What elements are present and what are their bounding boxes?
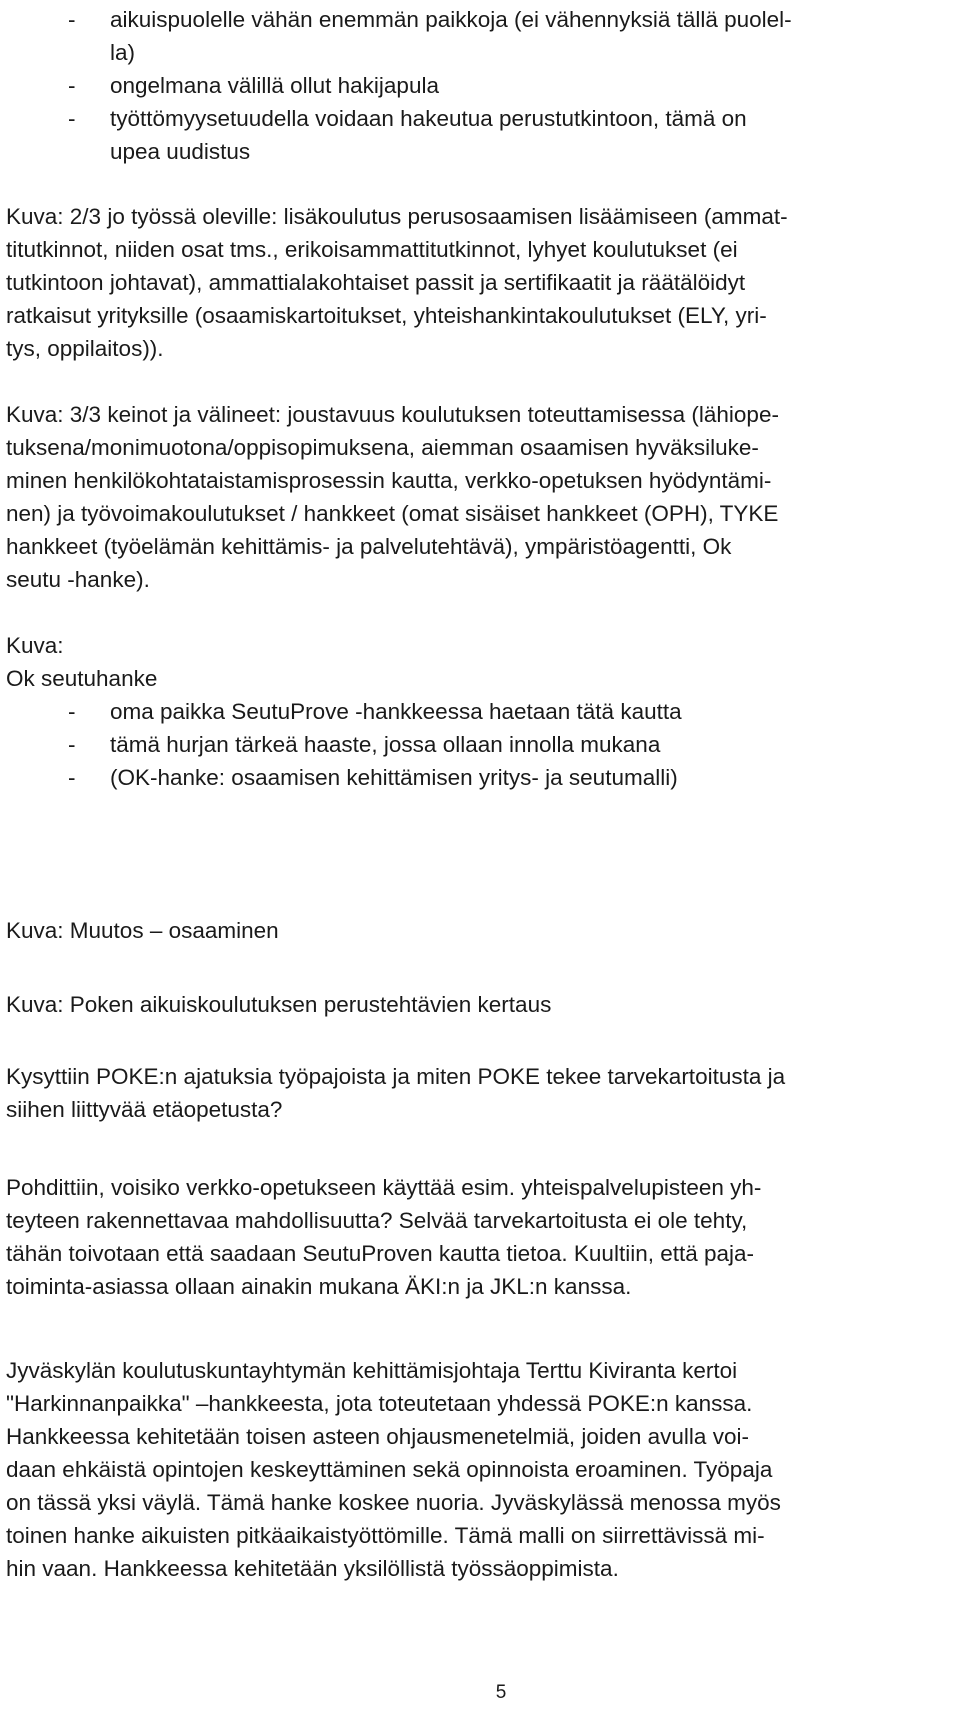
ok-seutuhanke-section (6, 629, 954, 794)
paragraph-line: Kysyttiin POKE:n ajatuksia työpajoista ja miten POKE tekee tarvekartoitusta ja (6, 1064, 786, 1089)
paragraph-line: minen henkilökohtataistamisprosessin kautta, verkko-opetuksen hyödyntämi- (6, 468, 772, 493)
paragraph-line: Jyväskylän koulutuskuntayhtymän kehittämisjohtaja Terttu Kiviranta kertoi (6, 1358, 738, 1383)
paragraph-line: Kuva: Poken aikuiskoulutuksen perustehtävien kertaus (6, 992, 552, 1017)
paragraph-kuva-3-3 (6, 398, 954, 596)
paragraph-line: tähän toivotaan että saadaan SeutuProven kautta tietoa. Kuultiin, että paja- (6, 1241, 755, 1266)
paragraph-line: Kuva: 2/3 jo työssä oleville: lisäkoulutus perusosaamisen lisäämiseen (ammat- (6, 204, 788, 229)
list-item-text: oma paikka SeutuProve -hankkeessa haetaan tätä kautta (110, 699, 682, 724)
paragraph-line: seutu -hanke). (6, 567, 150, 592)
paragraph-line: Kuva: Muutos – osaaminen (6, 918, 279, 943)
paragraph-jyvaskyla (6, 1354, 954, 1585)
list-item-text: upea uudistus (110, 139, 251, 164)
paragraph-line: nen) ja työvoimakoulutukset / hankkeet (omat sisäiset hankkeet (OPH), TYKE (6, 501, 779, 526)
paragraph-pohdittiin (6, 1171, 954, 1303)
paragraph-line: on tässä yksi väylä. Tämä hanke koskee nuoria. Jyväskylässä menossa myös (6, 1490, 781, 1515)
paragraph-line: Pohdittiin, voisiko verkko-opetukseen käyttää esim. yhteispalvelupisteen yh- (6, 1175, 762, 1200)
paragraph-line: Kuva: 3/3 keinot ja välineet: joustavuus koulutuksen toteuttamisessa (lähiope- (6, 402, 779, 427)
list-item (6, 3, 954, 36)
paragraph-line: titutkinnot, niiden osat tms., erikoisammattitutkinnot, lyhyet koulutukset (ei (6, 237, 738, 262)
list-item-text: työttömyysetuudella voidaan hakeutua perustutkintoon, tämä on (110, 106, 747, 131)
bullet-dash: - (68, 73, 76, 98)
bullet-dash: - (68, 7, 76, 32)
paragraph-line: toinen hanke aikuisten pitkäaikaistyöttömille. Tämä malli on siirrettävissä mi- (6, 1523, 765, 1548)
list-item (6, 69, 954, 102)
bullet-dash: - (68, 765, 76, 790)
paragraph-line: teyteen rakennettavaa mahdollisuutta? Selvää tarvekartoitusta ei ole tehty, (6, 1208, 748, 1233)
paragraph-line: ratkaisut yrityksille (osaamiskartoitukset, yhteishankintakoulutukset (ELY, yri- (6, 303, 767, 328)
bullet-dash: - (68, 732, 76, 757)
paragraph-line: daan ehkäistä opintojen keskeyttäminen sekä opinnoista eroaminen. Työpaja (6, 1457, 773, 1482)
kuva-poken (6, 988, 954, 1021)
top-bullet-list (6, 3, 954, 168)
paragraph-line: "Harkinnanpaikka" –hankkeesta, jota toteutetaan yhdessä POKE:n kanssa. (6, 1391, 753, 1416)
page-number: 5 (495, 1682, 507, 1703)
list-item (6, 695, 954, 728)
paragraph-line: siihen liittyvää etäopetusta? (6, 1097, 283, 1122)
kuva-muutos (6, 914, 954, 947)
paragraph-line: tys, oppilaitos)). (6, 336, 164, 361)
kuva-label: Kuva: (6, 633, 64, 658)
list-item-text: ongelmana välillä ollut hakijapula (110, 73, 439, 98)
paragraph-line: tutkintoon johtavat), ammattialakohtaiset passit ja sertifikaatit ja räätälöidyt (6, 270, 746, 295)
paragraph-kuva-2-3 (6, 200, 954, 365)
list-item-continuation (6, 135, 954, 168)
paragraph-line: toiminta-asiassa ollaan ainakin mukana ÄKI:n ja JKL:n kanssa. (6, 1274, 632, 1299)
paragraph-line: hin vaan. Hankkeessa kehitetään yksilöllistä työssäoppimista. (6, 1556, 619, 1581)
paragraph-line: hankkeet (työelämän kehittämis- ja palvelutehtävä), ympäristöagentti, Ok (6, 534, 732, 559)
list-item-text: la) (110, 40, 136, 65)
list-item-text: tämä hurjan tärkeä haaste, jossa ollaan innolla mukana (110, 732, 661, 757)
section-heading: Ok seutuhanke (6, 666, 158, 691)
paragraph-kysyttiin (6, 1060, 954, 1126)
list-item (6, 761, 954, 794)
list-item-continuation (6, 36, 954, 69)
list-item-text: (OK-hanke: osaamisen kehittämisen yritys- ja seutumalli) (110, 765, 678, 790)
list-item (6, 102, 954, 135)
paragraph-line: tuksena/monimuotona/oppisopimuksena, aiemman osaamisen hyväksiluke- (6, 435, 759, 460)
bullet-dash: - (68, 106, 76, 131)
paragraph-line: Hankkeessa kehitetään toisen asteen ohjausmenetelmiä, joiden avulla voi- (6, 1424, 749, 1449)
list-item (6, 728, 954, 761)
bullet-dash: - (68, 699, 76, 724)
list-item-text: aikuispuolelle vähän enemmän paikkoja (ei vähennyksiä tällä puolel- (110, 7, 792, 32)
